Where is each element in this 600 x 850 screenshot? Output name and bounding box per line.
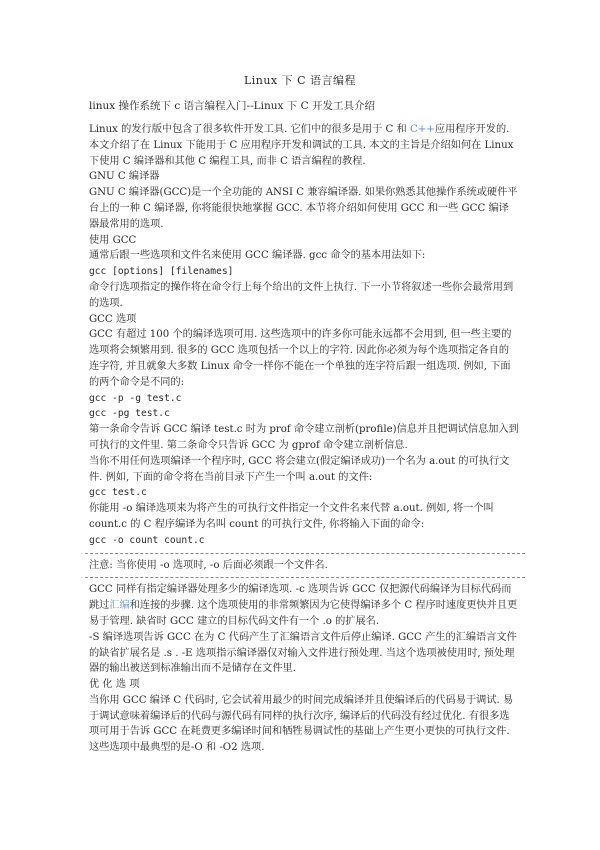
explain-paragraph: 第一条命令告诉 GCC 编译 test.c 时为 prof 命令建立剖析(profile)信息并且把调试信息加入到可执行的文件里. 第二条命令只告诉 GCC 为 gprof 命令建立剖析信息.: [89, 424, 519, 451]
usage-command: gcc [options] [filenames]: [89, 266, 234, 278]
page-title: Linux 下 C 语言编程: [243, 74, 357, 87]
divider-bottom: [85, 577, 525, 578]
use-heading: 使用 GCC: [89, 234, 137, 246]
intro-paragraph: [89, 122, 519, 169]
default-output-paragraph: 当你不用任何选项编译一个程序时, GCC 将会建立(假定编译成功)一个名为 a.out 的可执行文件. 例如, 下面的命令将在当前目录下产生一个叫 a.out 的文件:: [89, 455, 510, 483]
output-option-paragraph: 你能用 -o 编译选项来为将产生的可执行文件指定一个文件名来代替 a.out. 例如, 将一个叫 count.c 的 C 程序编译为名叫 count 的可执行文件, 你将输入下面的命令:: [89, 503, 494, 530]
assembly-link[interactable]: 汇编: [109, 600, 130, 612]
options-paragraph: GCC 有超过 100 个的编译选项可用. 这些选项中的许多你可能永远都不会用到, 但一些主要的选项将会频繁用到. 很多的 GCC 选项包括一个以上的字符. 因此你必须为每个选项指定各自的连字符, 并且就象大多数 Linux 命令一样你不能在一个单独的连字符后跟一组选项. 例如, 下面的两个命令是不同的:: [89, 329, 512, 388]
gnu-paragraph: GNU C 编译器(GCC)是一个全功能的 ANSI C 兼容编译器. 如果你熟悉其他操作系统或硬件平台上的一种 C 编译器, 你将能很快地掌握 GCC. 本节将介绍如何使用 GCC 和一些 GCC 编译器最常用的选项.: [89, 187, 518, 230]
optimize-paragraph: 当你用 GCC 编译 C 代码时, 它会试着用最少的时间完成编译并且使编译后的代码易于调试. 易于调试意味着编译后的代码与源代码有同样的执行次序, 编译后的代码没有经过优化. 有很多选项可用于告诉 GCC 在耗费更多编译时间和牺牲易调试性的基础上产生更小更快的可执行文件. 这些选项中最典型的是-O 和 -O2 选项.: [89, 694, 514, 754]
note-text: 注意: 当你使用 -o 选项时, -o 后面必须跟一个文件名.: [89, 559, 328, 571]
command-example-3: gcc test.c: [89, 487, 147, 499]
use-paragraph: 通常后跟一些选项和文件名来使用 GCC 编译器. gcc 命令的基本用法如下:: [89, 250, 426, 262]
options-heading: GCC 选项: [89, 313, 137, 325]
intro-text-a: Linux 的发行版中包含了很多软件开发工具. 它们中的很多是用于 C 和: [89, 124, 410, 135]
page-subtitle: linux 操作系统下 c 语言编程入门--Linux 下 C 开发工具介绍: [89, 100, 375, 112]
compile-only-paragraph: [89, 582, 519, 629]
compile-only-text-b: 和连接的步骤. 这个选项使用的非常频繁因为它使得编译多个 C 程序时速度更快并且更易于管理. 缺省时 GCC 建立的目标代码文件有一个 .o 的扩展名.: [89, 600, 518, 627]
assembly-option-paragraph: -S 编译选项告诉 GCC 在为 C 代码产生了汇编语言文件后停止编译. GCC 产生的汇编语言文件的缺省扩展名是 .s . -E 选项指示编译器仅对输入文件进行预处理. 当这个选项被使用时, 预处理器的输出被送到标准输出而不是储存在文件里.: [89, 631, 517, 675]
compile-only-text-a: GCC 同样有指定编译器处理多少的编译选项. -c 选项告诉 GCC 仅把源代码编译为目标代码而跳过: [89, 584, 512, 612]
command-example-4: gcc -o count count.c: [89, 534, 205, 546]
gnu-heading: GNU C 编译器: [89, 171, 160, 183]
command-example-2: gcc -pg test.c: [89, 408, 170, 420]
intro-text-b: 应用程序开发的. 本文介绍了在 Linux 下能用于 C 应用程序开发和调试的工具. 本文的主旨是介绍如何在 Linux 下使用 C 编译器和其他 C 编程工具, 而非 C 语言编程的教程.: [89, 124, 514, 167]
divider-top: [85, 553, 525, 554]
cpp-link[interactable]: C++: [410, 124, 435, 135]
command-example-1: gcc -p -g test.c: [89, 392, 182, 404]
optimize-heading: 优 化 选 项: [89, 679, 140, 691]
document-body: [89, 122, 519, 756]
usage-paragraph: 命令行选项指定的操作将在命令行上每个给出的文件上执行. 下一小节将叙述一些你会最常用到的选项.: [89, 281, 514, 309]
